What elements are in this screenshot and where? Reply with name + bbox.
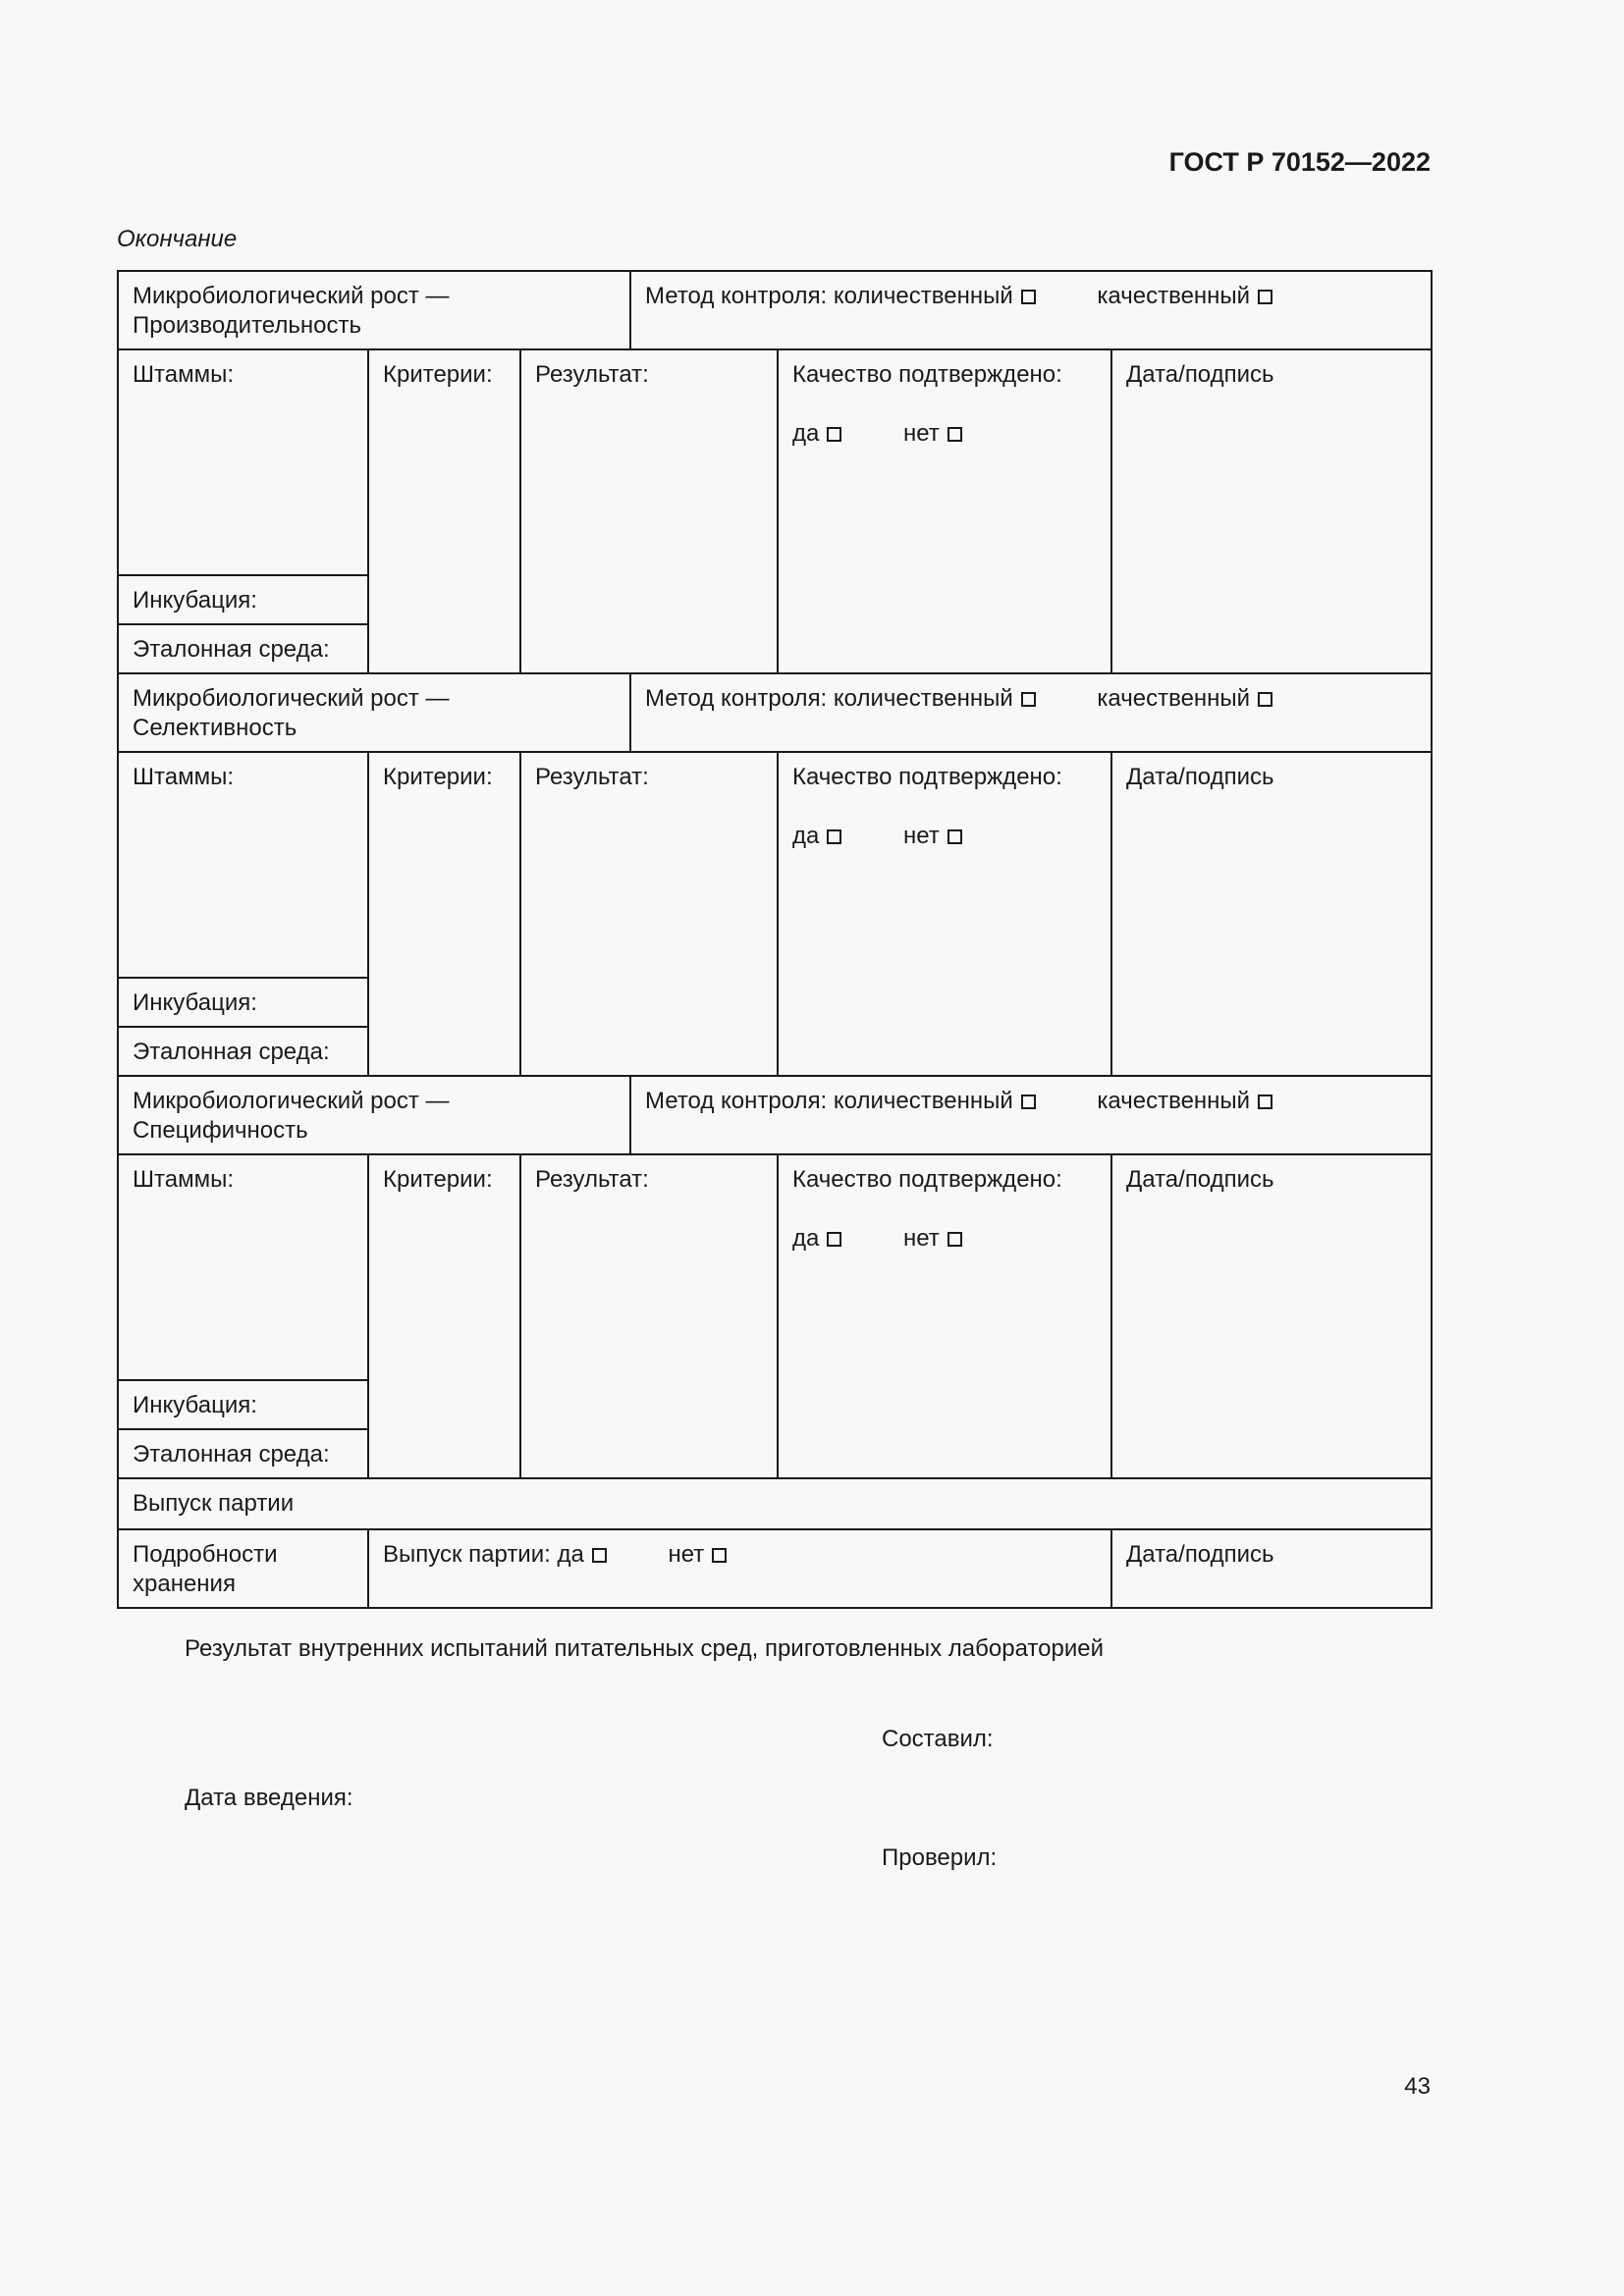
strains-label: Штаммы:: [133, 764, 234, 790]
storage-details-cell[interactable]: [118, 1529, 368, 1608]
result-cell[interactable]: [520, 349, 778, 673]
release-label: Выпуск партии: да: [383, 1541, 584, 1568]
release-row: [118, 1529, 1432, 1608]
page-number: 43: [1404, 2073, 1431, 2100]
release-no-checkbox[interactable]: [712, 1548, 727, 1563]
criteria-cell[interactable]: [368, 349, 520, 673]
quality-label: Качество подтверждено:: [792, 1166, 1062, 1193]
form-table: [117, 270, 1433, 1609]
result-label: Результат:: [535, 764, 649, 790]
qualitative-label: качественный: [1097, 1088, 1251, 1114]
introduction-date-label: Дата введения:: [185, 1785, 353, 1811]
quantitative-checkbox[interactable]: [1021, 290, 1036, 304]
reference-medium-label: Эталонная среда:: [133, 636, 330, 663]
control-method-cell: [630, 673, 1432, 752]
compiled-by-label: Составил:: [882, 1726, 994, 1752]
section-title-cell: [118, 1076, 630, 1154]
section-title-line1: Микробиологический рост —: [133, 283, 450, 309]
release-decision-cell: [368, 1529, 1111, 1608]
strains-label: Штаммы:: [133, 1166, 234, 1193]
control-form: [117, 270, 1431, 1609]
release-yes-checkbox[interactable]: [592, 1548, 607, 1563]
result-label: Результат:: [535, 1166, 649, 1193]
quantitative-checkbox[interactable]: [1021, 692, 1036, 707]
yes-label: да: [792, 823, 820, 849]
incubation-label: Инкубация:: [133, 587, 257, 614]
date-signature-label: Дата/подпись: [1126, 764, 1274, 790]
yes-checkbox[interactable]: [827, 829, 841, 844]
continuation-label: Окончание: [117, 226, 238, 252]
section-header-1: [118, 271, 1432, 349]
quality-label: Качество подтверждено:: [792, 764, 1062, 790]
method-label: Метод контроля: количественный: [645, 1088, 1013, 1114]
criteria-label: Критерии:: [383, 361, 493, 388]
date-signature-cell[interactable]: [1111, 752, 1432, 1076]
reference-medium-cell[interactable]: [118, 1429, 368, 1478]
reference-medium-cell[interactable]: [118, 1027, 368, 1076]
section-body-2: [118, 752, 1432, 978]
document-code: ГОСТ Р 70152—2022: [1168, 147, 1431, 177]
storage-line1: Подробности: [133, 1541, 278, 1568]
section-title-line1: Микробиологический рост —: [133, 685, 450, 712]
no-label: нет: [903, 1225, 940, 1252]
qualitative-checkbox[interactable]: [1258, 1095, 1272, 1109]
incubation-cell[interactable]: [118, 575, 368, 624]
reference-medium-label: Эталонная среда:: [133, 1441, 330, 1468]
criteria-label: Критерии:: [383, 1166, 493, 1193]
quality-label: Качество подтверждено:: [792, 361, 1062, 388]
result-label: Результат:: [535, 361, 649, 388]
method-label: Метод контроля: количественный: [645, 283, 1013, 309]
release-title: Выпуск партии: [133, 1490, 295, 1517]
no-label: нет: [903, 823, 940, 849]
yes-label: да: [792, 420, 820, 447]
section-body-1: [118, 349, 1432, 575]
no-checkbox[interactable]: [947, 829, 962, 844]
section-title-cell: [118, 673, 630, 752]
reference-medium-label: Эталонная среда:: [133, 1039, 330, 1065]
date-signature-label: Дата/подпись: [1126, 361, 1274, 388]
release-title-cell: [118, 1478, 1432, 1529]
incubation-cell[interactable]: [118, 978, 368, 1027]
section-title-line2: Специфичность: [133, 1117, 308, 1144]
criteria-label: Критерии:: [383, 764, 493, 790]
quality-cell: [778, 349, 1111, 673]
quality-cell: [778, 752, 1111, 1076]
reference-medium-cell[interactable]: [118, 624, 368, 673]
release-date-signature-cell[interactable]: [1111, 1529, 1432, 1608]
checked-by-label: Проверил:: [882, 1844, 998, 1871]
release-no-label: нет: [668, 1541, 705, 1568]
storage-line2: хранения: [133, 1571, 236, 1597]
qualitative-checkbox[interactable]: [1258, 692, 1272, 707]
control-method-cell: [630, 1076, 1432, 1154]
section-header-3: [118, 1076, 1432, 1154]
result-cell[interactable]: [520, 1154, 778, 1478]
strains-cell[interactable]: [118, 349, 368, 575]
date-signature-label: Дата/подпись: [1126, 1166, 1274, 1193]
qualitative-label: качественный: [1097, 283, 1251, 309]
criteria-cell[interactable]: [368, 1154, 520, 1478]
result-cell[interactable]: [520, 752, 778, 1076]
section-title-cell: [118, 271, 630, 349]
criteria-cell[interactable]: [368, 752, 520, 1076]
qualitative-checkbox[interactable]: [1258, 290, 1272, 304]
section-body-3: [118, 1154, 1432, 1380]
section-title-line1: Микробиологический рост —: [133, 1088, 450, 1114]
no-checkbox[interactable]: [947, 1232, 962, 1247]
strains-label: Штаммы:: [133, 361, 234, 388]
section-title-line2: Производительность: [133, 312, 361, 339]
yes-checkbox[interactable]: [827, 427, 841, 442]
control-method-cell: [630, 271, 1432, 349]
date-signature-cell[interactable]: [1111, 1154, 1432, 1478]
result-note: Результат внутренних испытаний питательных сред, приготовленных лабораторией: [185, 1635, 1104, 1662]
qualitative-label: качественный: [1097, 685, 1251, 712]
incubation-label: Инкубация:: [133, 989, 257, 1016]
strains-cell[interactable]: [118, 752, 368, 978]
yes-checkbox[interactable]: [827, 1232, 841, 1247]
yes-label: да: [792, 1225, 820, 1252]
release-title-row: [118, 1478, 1432, 1529]
incubation-cell[interactable]: [118, 1380, 368, 1429]
quality-cell: [778, 1154, 1111, 1478]
date-signature-cell[interactable]: [1111, 349, 1432, 673]
section-header-2: [118, 673, 1432, 752]
method-label: Метод контроля: количественный: [645, 685, 1013, 712]
no-checkbox[interactable]: [947, 427, 962, 442]
strains-cell[interactable]: [118, 1154, 368, 1380]
release-date-signature-label: Дата/подпись: [1126, 1541, 1274, 1568]
section-title-line2: Селективность: [133, 715, 298, 741]
no-label: нет: [903, 420, 940, 447]
quantitative-checkbox[interactable]: [1021, 1095, 1036, 1109]
incubation-label: Инкубация:: [133, 1392, 257, 1418]
